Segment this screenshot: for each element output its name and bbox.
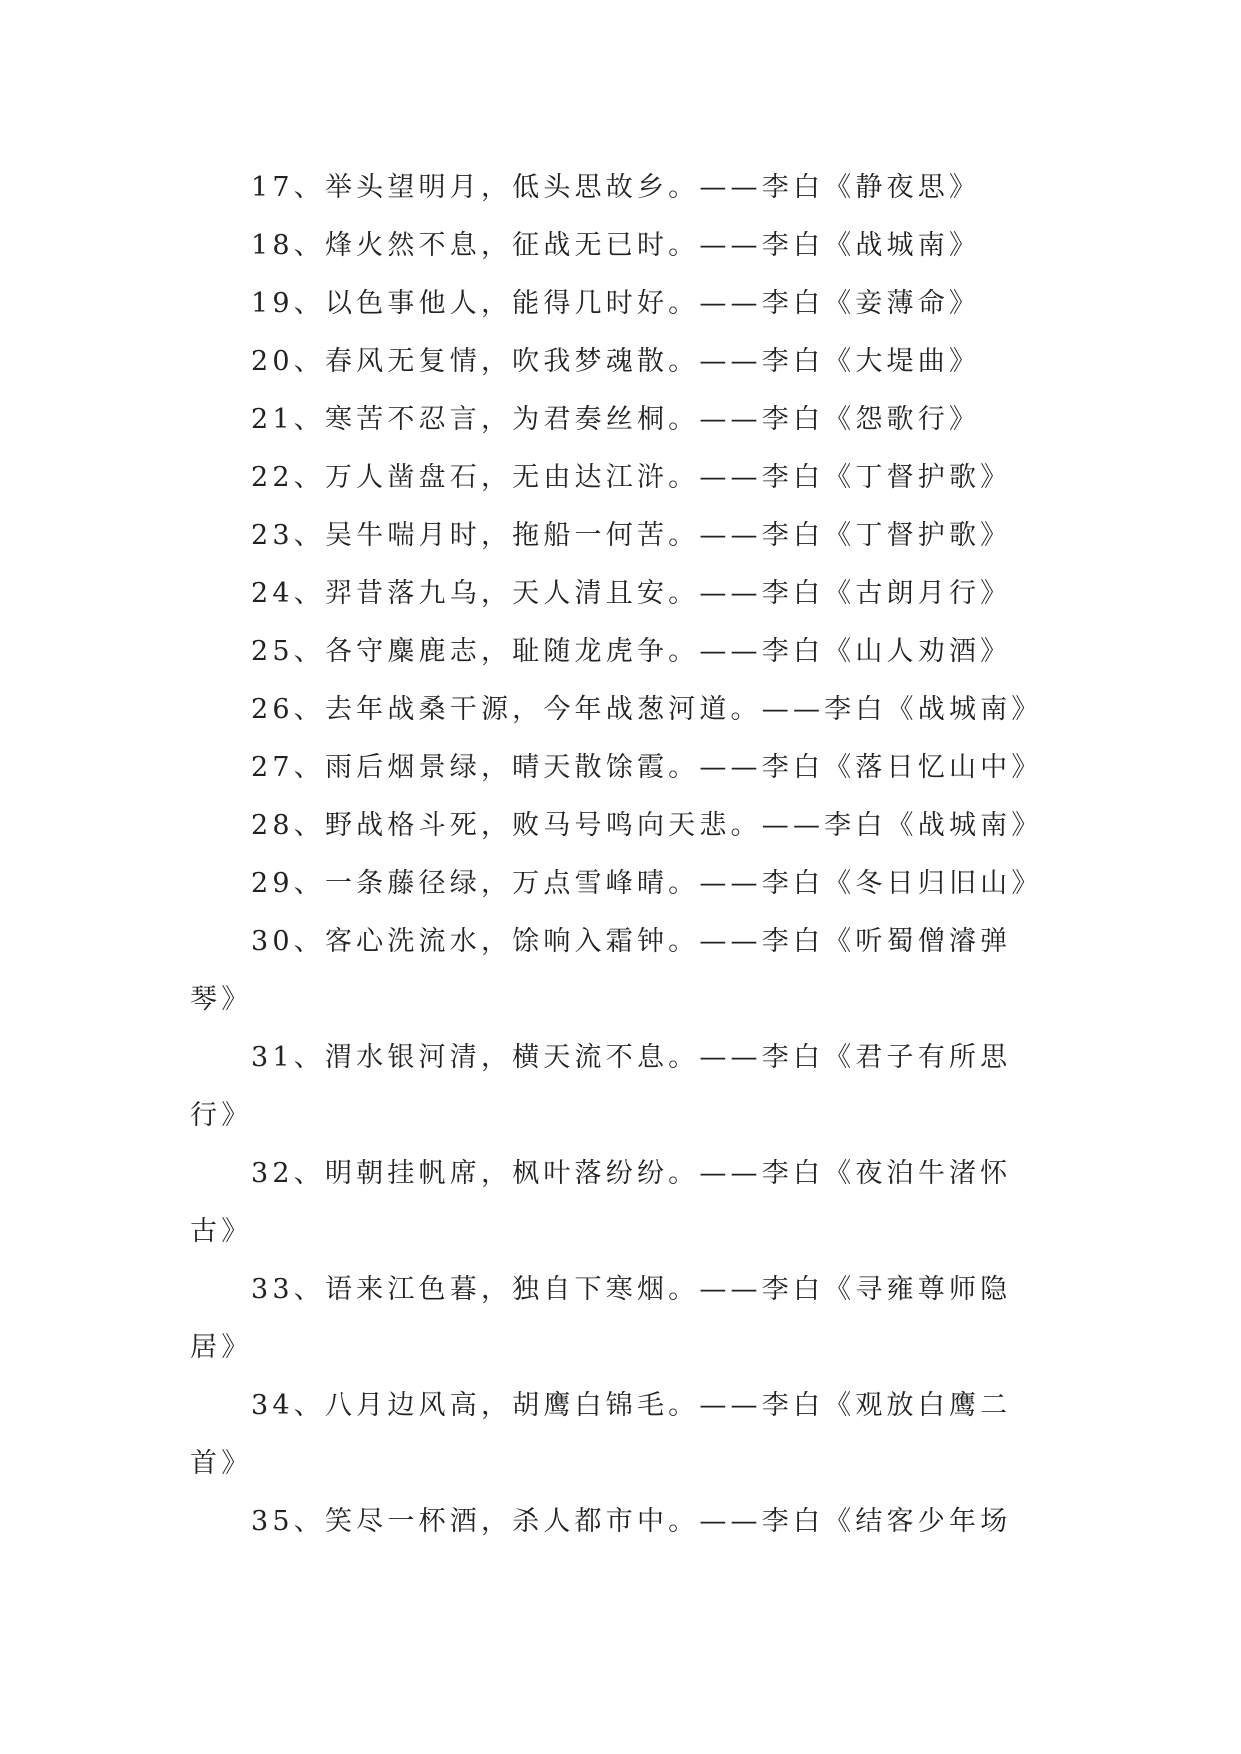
quote-list bbox=[190, 159, 1060, 1551]
quote-entry-24: 24、羿昔落九乌，天人清且安。——李白《古朗月行》 bbox=[251, 578, 1012, 609]
quote-entry-26: 26、去年战桑干源，今年战葱河道。——李白《战城南》 bbox=[251, 694, 1043, 725]
quote-entry-35: 35、笑尽一杯酒，杀人都市中。——李白《结客少年场 bbox=[251, 1506, 1012, 1537]
quote-entry-34: 34、八月边风高，胡鹰白锦毛。——李白《观放白鹰二首》 bbox=[190, 1390, 1012, 1479]
quote-entry-27: 27、雨后烟景绿，晴天散馀霞。——李白《落日忆山中》 bbox=[251, 752, 1043, 783]
quote-entry-29: 29、一条藤径绿，万点雪峰晴。——李白《冬日归旧山》 bbox=[251, 868, 1043, 899]
quote-entry-17: 17、举头望明月，低头思故乡。——李白《静夜思》 bbox=[251, 172, 981, 203]
quote-entry-23: 23、吴牛喘月时，拖船一何苦。——李白《丁督护歌》 bbox=[251, 520, 1012, 551]
quote-entry-21: 21、寒苦不忍言，为君奏丝桐。——李白《怨歌行》 bbox=[251, 404, 981, 435]
quote-entry-19: 19、以色事他人，能得几时好。——李白《妾薄命》 bbox=[251, 288, 981, 319]
quote-entry-18: 18、烽火然不息，征战无已时。——李白《战城南》 bbox=[251, 230, 981, 261]
quote-entry-22: 22、万人凿盘石，无由达江浒。——李白《丁督护歌》 bbox=[251, 462, 1012, 493]
quote-entry-20: 20、春风无复情，吹我梦魂散。——李白《大堤曲》 bbox=[251, 346, 981, 377]
quote-entry-33: 33、语来江色暮，独自下寒烟。——李白《寻雍尊师隐居》 bbox=[190, 1274, 1012, 1363]
quote-entry-31: 31、渭水银河清，横天流不息。——李白《君子有所思行》 bbox=[190, 1042, 1012, 1131]
quote-entry-30: 30、客心洗流水，馀响入霜钟。——李白《听蜀僧濬弹琴》 bbox=[190, 926, 1012, 1015]
quote-entry-28: 28、野战格斗死，败马号鸣向天悲。——李白《战城南》 bbox=[251, 810, 1043, 841]
quote-entry-32: 32、明朝挂帆席，枫叶落纷纷。——李白《夜泊牛渚怀古》 bbox=[190, 1158, 1012, 1247]
quote-entry-25: 25、各守麋鹿志，耻随龙虎争。——李白《山人劝酒》 bbox=[251, 636, 1012, 667]
